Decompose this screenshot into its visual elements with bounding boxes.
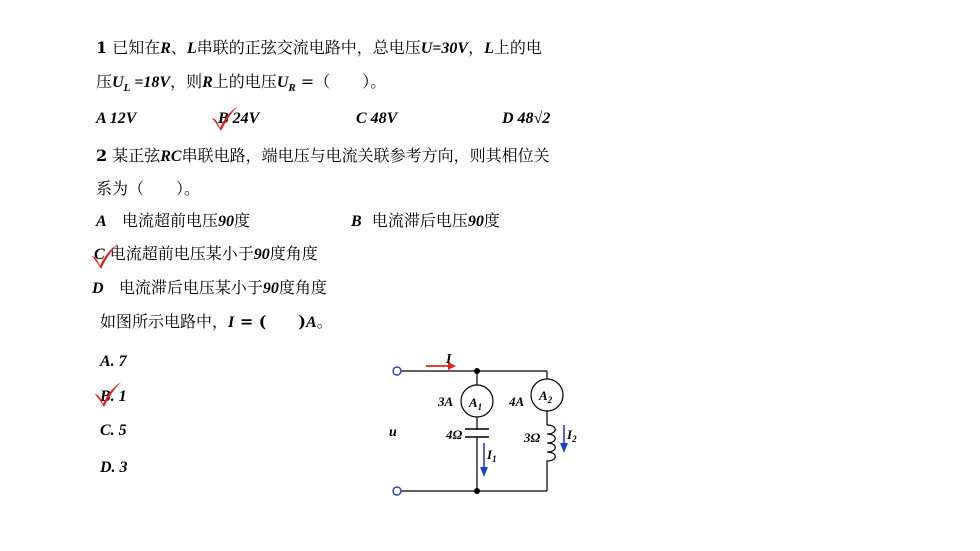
terminal-bottom <box>393 487 401 495</box>
q1-text-4: 压 <box>96 72 113 91</box>
q3-text-2: = ( ) <box>234 312 306 331</box>
q2-option-b-text: 电流滞后电压 <box>371 211 468 230</box>
q1-number: 1 <box>96 38 108 57</box>
q2-option-b-num: 90 <box>467 213 484 230</box>
q2-text-2: 串联电路，端电压与电流关联参考方向，则其相位关 <box>181 146 550 165</box>
a1-sub: 1 <box>477 402 483 412</box>
q1-text-6: 上的电压 <box>212 72 277 91</box>
q2-option-a-letter: A <box>96 213 107 230</box>
q1-comma: ， <box>468 38 485 57</box>
a2-letter: A <box>539 388 548 403</box>
label-cap-value: 4Ω <box>446 427 463 442</box>
q2-rc: RC <box>160 148 182 165</box>
check-mark-icon <box>90 242 120 270</box>
q1-l: L <box>186 40 197 57</box>
q2-option-b-tail: 度 <box>483 211 500 230</box>
q1-text-2: 串联的正弦交流电路中，总电压 <box>196 38 421 57</box>
label-i2 <box>566 427 577 444</box>
junction-dot <box>474 488 480 494</box>
check-mark-icon <box>210 104 240 132</box>
q2-option-c-letter: C <box>94 246 105 263</box>
i1-sub: 1 <box>492 454 497 464</box>
q1-text-3: 上的电 <box>493 38 542 57</box>
q2-number: 2 <box>96 146 108 165</box>
a1-letter: A <box>469 395 478 410</box>
q2-option-a-text: 电流超前电压 <box>121 211 218 230</box>
check-mark-icon <box>93 380 123 408</box>
q1-ul-value: =18V <box>130 74 171 91</box>
terminal-top <box>393 367 401 375</box>
label-a2-current: 4A <box>509 394 525 409</box>
q1-sep: 、 <box>170 38 187 57</box>
q1-ur-sub: R <box>288 82 296 94</box>
q3-text-1: 如图所示电路中， <box>100 312 229 331</box>
q3-option-d[interactable]: D. 3 <box>100 459 128 476</box>
q1-r2: R <box>202 74 213 91</box>
inductor-coil <box>547 425 555 463</box>
q1-total-voltage: U=30V <box>420 40 469 57</box>
q1-ul-sub: L <box>123 82 131 94</box>
q1-option-c[interactable]: C 48V <box>356 110 398 127</box>
q2-option-d-text: 电流滞后电压某小于 <box>118 278 263 297</box>
q1-text-5: ，则 <box>170 72 203 91</box>
q2-option-c-tail: 度角度 <box>269 244 318 263</box>
q3-option-b[interactable]: B. 1 <box>100 388 127 405</box>
label-ind-value: 3Ω <box>524 430 541 445</box>
junction-dot <box>474 368 480 374</box>
label-i: I <box>446 352 452 367</box>
current-arrow-i1-head <box>480 467 488 477</box>
q1-option-b[interactable]: B 24V <box>218 110 260 127</box>
i2-letter: I <box>567 427 573 442</box>
q2-option-d-letter: D <box>92 280 104 297</box>
q1-option-d[interactable]: D 48√2 <box>502 110 551 127</box>
q1-r: R <box>160 40 171 57</box>
q2-option-d-tail: 度角度 <box>278 278 327 297</box>
q3-i: I <box>228 314 235 331</box>
q1-ur-symbol: U <box>276 74 289 91</box>
q3-a: A <box>305 314 317 331</box>
label-i1 <box>486 447 497 464</box>
q2-option-d-num: 90 <box>262 280 279 297</box>
q1-text-1: 已知在 <box>112 38 161 57</box>
q2-option-a-num: 90 <box>217 213 234 230</box>
q1-text-7: =（ ）。 <box>295 72 387 91</box>
q2-option-a-tail: 度 <box>233 211 250 230</box>
label-u: u <box>389 425 397 440</box>
q2-text-1: 某正弦 <box>112 146 161 165</box>
q1-l2: L <box>484 40 494 57</box>
q1-line-2 <box>96 72 386 98</box>
q1-ur <box>276 74 296 94</box>
q1-line-1 <box>96 38 542 59</box>
q2-option-c-text: 电流超前电压某小于 <box>109 244 254 263</box>
i2-sub: 2 <box>572 434 577 444</box>
q2-option-c-num: 90 <box>253 246 270 263</box>
label-a1-current: 3A <box>438 394 454 409</box>
q2-option-b[interactable] <box>351 211 500 232</box>
a2-sub: 2 <box>547 395 553 405</box>
q2-line-1 <box>96 146 550 167</box>
i1-letter: I <box>487 447 493 462</box>
q1-option-a[interactable]: A 12V <box>96 110 137 127</box>
q1-ul <box>112 74 171 94</box>
q3-text-3: 。 <box>316 312 333 331</box>
q2-option-b-letter: B <box>351 213 362 230</box>
q3-option-a[interactable]: A. 7 <box>100 353 127 370</box>
current-arrow-i2-head <box>560 443 568 453</box>
circuit-diagram <box>380 345 580 505</box>
q2-option-d[interactable] <box>92 278 327 299</box>
q2-option-c[interactable] <box>94 244 318 265</box>
q2-option-a[interactable] <box>96 211 250 232</box>
q1-ul-symbol: U <box>112 74 124 91</box>
q3-line-1 <box>100 312 333 333</box>
q2-line-2: 系为（ ）。 <box>96 179 201 198</box>
q3-option-c[interactable]: C. 5 <box>100 422 127 439</box>
